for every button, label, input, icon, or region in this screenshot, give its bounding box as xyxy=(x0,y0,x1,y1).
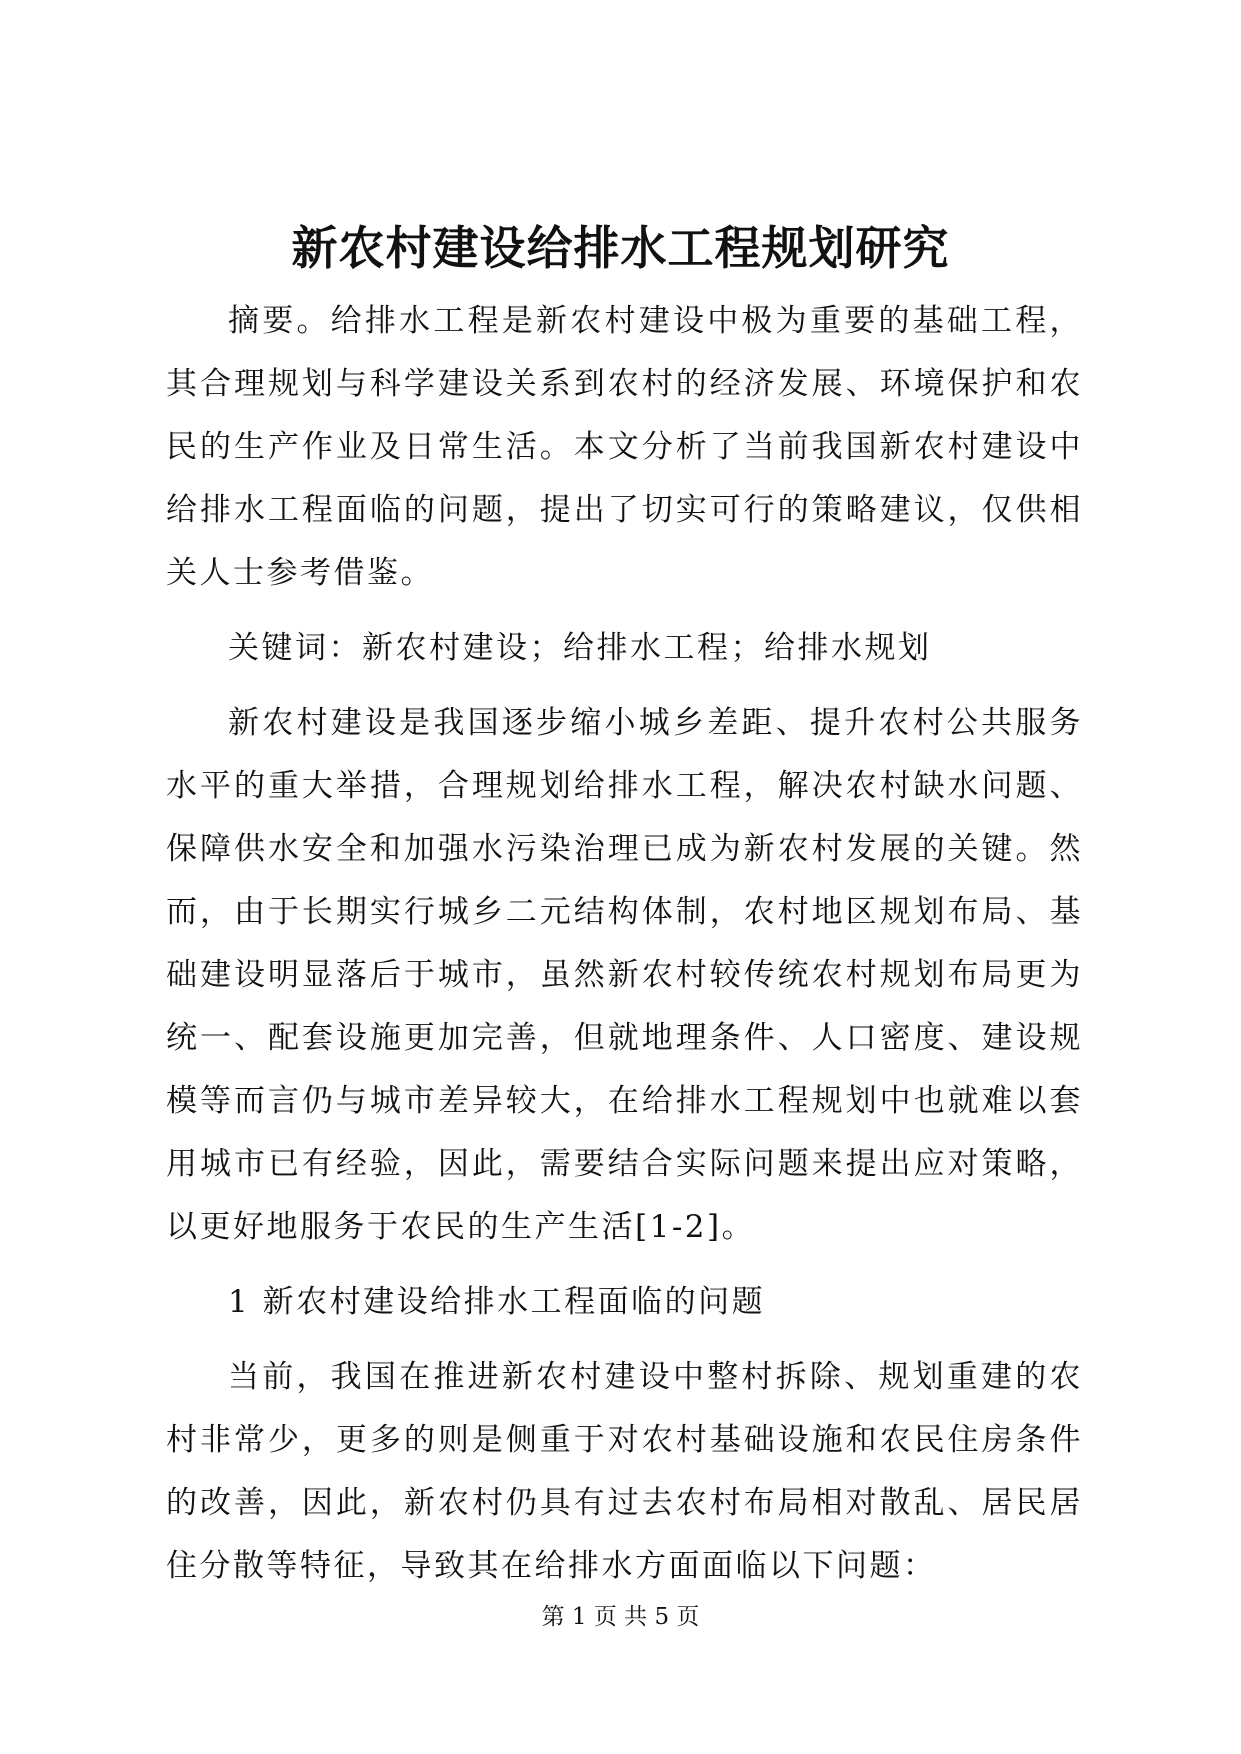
section-heading: 1 新农村建设给排水工程面临的问题 xyxy=(228,1284,766,1320)
abstract-paragraph: 摘要。给排水工程是新农村建设中极为重要的基础工程，其合理规划与科学建设关系到农村的经济发展、环境保护和农民的生产作业及日常生活。本文分析了当前我国新农村建设中给排水工程面临的问题，提出了切实可行的策略建议，仅供相关人士参考借鉴。 xyxy=(166,303,1083,591)
page-footer: 第 1 页 共 5 页 xyxy=(541,1604,700,1630)
keywords-paragraph: 关键词：新农村建设；给排水工程；给排水规划 xyxy=(228,630,932,666)
intro-paragraph: 新农村建设是我国逐步缩小城乡差距、提升农村公共服务水平的重大举措，合理规划给排水工程，解决农村缺水问题、保障供水安全和加强水污染治理已成为新农村发展的关键。然而，由于长期实行城乡二元结构体制，农村地区规划布局、基础建设明显落后于城市，虽然新农村较传统农村规划布局更为统一、配套设施更加完善，但就地理条件、人口密度、建设规模等而言仍与城市差异较大，在给排水工程规划中也就难以套用城市已有经验，因此，需要结合实际问题来提出应对策略，以更好地服务于农民的生产生活[1-2]。 xyxy=(166,705,1083,1245)
section-paragraph: 当前，我国在推进新农村建设中整村拆除、规划重建的农村非常少，更多的则是侧重于对农村基础设施和农民住房条件的改善，因此，新农村仍具有过去农村布局相对散乱、居民居住分散等特征，导致其在给排水方面面临以下问题： xyxy=(166,1359,1083,1584)
document-body xyxy=(166,290,1083,1610)
document-title: 新农村建设给排水工程规划研究 xyxy=(291,221,950,275)
